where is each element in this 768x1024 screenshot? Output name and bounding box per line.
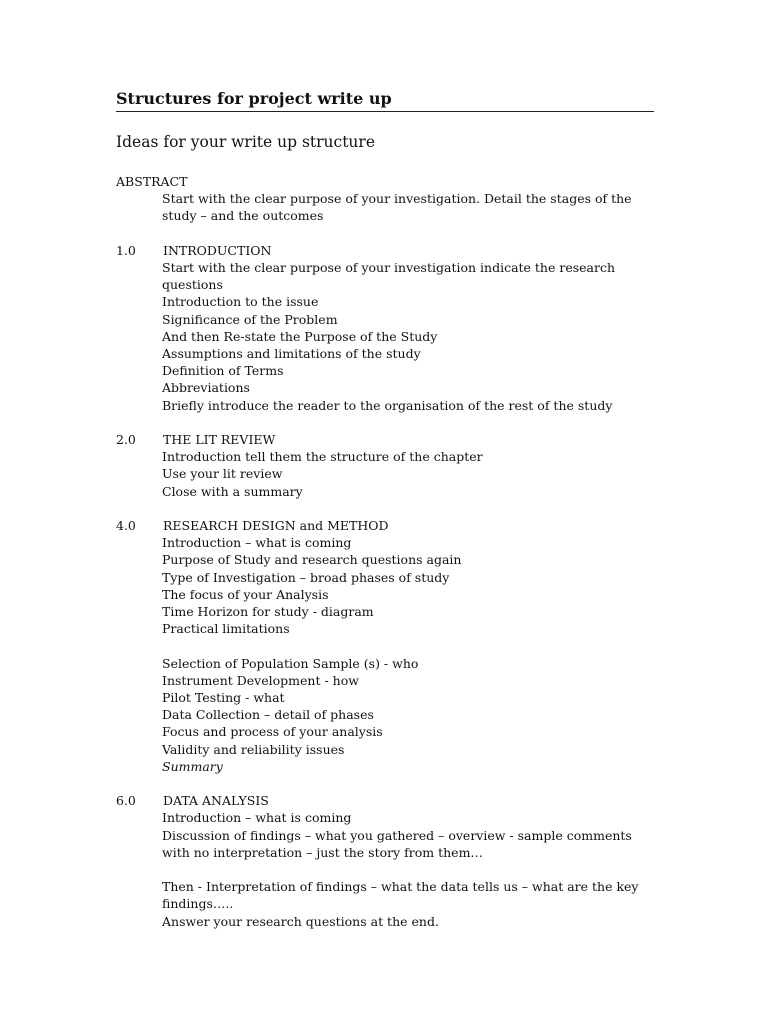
list-item: Type of Investigation – broad phases of study [162,569,450,585]
list-item: Discussion of findings – what you gathered – overview - sample comments [162,827,632,843]
list-item: Close with a summary [162,483,303,499]
list-item: Introduction to the issue [162,294,319,310]
document-content [116,173,676,947]
section-heading-data-analysis [116,792,676,809]
introduction-lines [116,259,676,414]
list-item: Instrument Development - how [162,672,359,688]
list-item: Practical limitations [162,621,290,637]
list-item: questions [162,277,223,293]
list-item: with no interpretation – just the story from them… [162,844,483,860]
section-research-design [116,517,676,775]
list-item: Definition of Terms [162,363,284,379]
section-number: 1.0 [116,242,136,258]
list-item: Focus and process of your analysis [162,724,383,740]
abstract-line: Start with the clear purpose of your investigation. Detail the stages of the [162,191,632,207]
summary-item: Summary [162,758,223,774]
section-heading-introduction [116,242,676,259]
list-item: Introduction – what is coming [162,535,352,551]
list-item: Introduction – what is coming [162,810,352,826]
list-item: Pilot Testing - what [162,690,285,706]
list-item: Selection of Population Sample (s) - who [162,655,419,671]
abstract-lines [116,190,676,224]
section-heading-abstract: ABSTRACT [116,174,188,189]
section-title: INTRODUCTION [163,242,272,258]
blank-line [162,637,676,654]
section-introduction [116,242,676,414]
list-item: The focus of your Analysis [162,586,329,602]
list-item: Start with the clear purpose of your investigation indicate the research [162,260,616,275]
section-heading-lit-review [116,431,676,448]
document-subtitle: Ideas for your write up structure [116,133,375,151]
document-title: Structures for project write up [116,89,654,112]
list-item: findings….. [162,896,234,912]
section-title: DATA ANALYSIS [163,793,269,809]
section-title: THE LIT REVIEW [163,432,276,448]
list-item: Purpose of Study and research questions again [162,552,462,568]
list-item: Time Horizon for study - diagram [162,604,374,620]
section-abstract [116,173,676,225]
blank-line [162,861,676,878]
list-item: Then - Interpretation of findings – what the data tells us – what are the key [162,879,639,895]
section-heading-research-design [116,517,676,534]
section-number: 2.0 [116,432,136,448]
lit-review-lines [116,448,676,500]
list-item: Use your lit review [162,466,283,482]
list-item: Assumptions and limitations of the study [162,346,421,362]
section-data-analysis [116,792,676,930]
section-title: RESEARCH DESIGN and METHOD [163,518,389,534]
list-item: Answer your research questions at the end. [162,913,439,929]
section-number: 6.0 [116,793,136,809]
list-item: And then Re-state the Purpose of the Study [162,328,438,344]
list-item: Briefly introduce the reader to the organisation of the rest of the study [162,397,613,413]
research-design-lines [116,534,676,775]
list-item: Significance of the Problem [162,311,338,327]
data-analysis-lines [116,809,676,929]
list-item: Introduction tell them the structure of the chapter [162,449,483,465]
abstract-line: study – and the outcomes [162,208,324,224]
list-item: Validity and reliability issues [162,741,345,757]
list-item: Abbreviations [162,380,250,396]
section-lit-review [116,431,676,500]
list-item: Data Collection – detail of phases [162,707,374,723]
section-number: 4.0 [116,518,136,534]
